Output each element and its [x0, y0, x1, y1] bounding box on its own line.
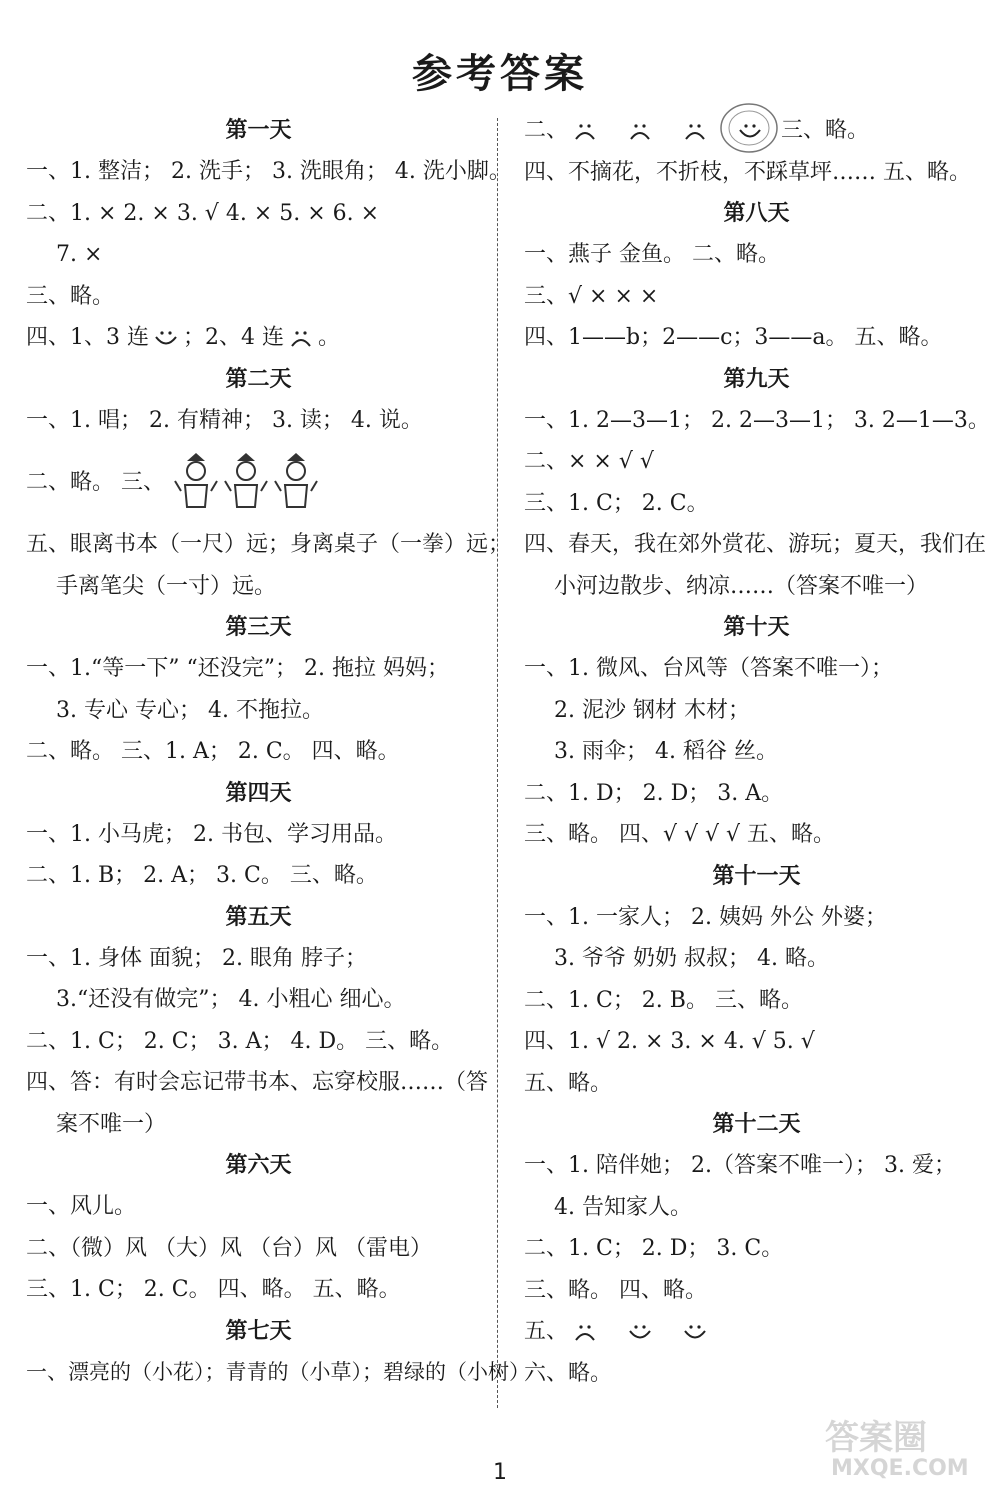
- section-heading: 第三天: [225, 615, 292, 640]
- answer-line: 二、1. B； 2. A； 3. C。 三、略。: [26, 863, 378, 888]
- answer-line: 三、1. C； 2. C。 四、略。 五、略。: [26, 1277, 401, 1302]
- answer-line: 二、（微）风 （大）风 （台）风 （雷电）: [26, 1235, 432, 1261]
- smile-face-icon: [627, 1320, 653, 1344]
- answer-line: 二、1. C； 2. D； 3. C。: [524, 1236, 784, 1261]
- answer-line: 一、风儿。: [26, 1194, 137, 1219]
- section-heading: 第七天: [225, 1318, 292, 1344]
- answer-text: 四、1、3 连: [26, 325, 149, 350]
- section-heading: 第十一天: [712, 863, 801, 889]
- answer-text: 五、: [524, 1319, 569, 1344]
- section-heading: 第二天: [225, 366, 292, 392]
- answer-line: 案不唯一）: [56, 1111, 167, 1137]
- answer-line: 五、略。: [524, 1070, 613, 1096]
- answer-line: 四、1. √ 2. × 3. × 4. √ 5. √: [524, 1029, 815, 1054]
- watermark-url: MXQE.COM: [831, 1456, 969, 1481]
- section-heading: 第十天: [723, 615, 790, 640]
- answer-line: [26, 317, 491, 359]
- answer-line: 一、1. 小马虎； 2. 书包、学习用品。: [26, 821, 397, 847]
- answer-line: 4. 告知家人。: [554, 1194, 692, 1220]
- stamp-icon: [718, 100, 780, 156]
- watermark-text: 答案圈: [825, 1418, 927, 1458]
- answer-line: 一、1. 陪伴她； 2.（答案不唯一）； 3. 爱；: [524, 1153, 956, 1178]
- answer-line: 六、略。: [524, 1360, 613, 1386]
- answer-line: 四、1——b；2——c；3——a。 五、略。: [524, 325, 943, 350]
- answer-line: 四、不摘花，不折枝，不踩草坪…… 五、略。: [524, 159, 971, 185]
- answer-line: 一、1.“等一下” “还没完”； 2. 拖拉 妈妈；: [26, 656, 449, 681]
- section-heading: 第十二天: [712, 1112, 801, 1137]
- answer-line: 三、√ × × ×: [524, 283, 659, 309]
- watermark-logo: [825, 1410, 995, 1490]
- answer-line: 一、1. 整洁； 2. 洗手； 3. 洗眼角； 4. 洗小脚。: [26, 159, 511, 184]
- answer-line: 一、1. 身体 面貌； 2. 眼角 脖子；: [26, 945, 367, 971]
- answer-line: 二、× × √ √: [524, 449, 654, 474]
- answer-line: 二、1. C； 2. B。 三、略。: [524, 987, 803, 1013]
- answer-line: 一、1. 一家人； 2. 姨妈 外公 外婆；: [524, 904, 887, 930]
- answer-line: 二、1. × 2. × 3. √ 4. × 5. × 6. ×: [26, 200, 380, 226]
- page-number: 1: [493, 1460, 507, 1485]
- answer-line: 二、1. D； 2. D； 3. A。: [524, 780, 784, 806]
- answer-line: 一、漂亮的（小花）；青青的（小草）；碧绿的（小树）: [26, 1359, 530, 1384]
- answer-line: 三、1. C； 2. C。: [524, 490, 709, 516]
- answer-line: 三、略。 四、略。: [524, 1277, 707, 1303]
- answer-line: 一、1. 2—3—1； 2. 2—3—1； 3. 2—1—3。: [524, 407, 990, 433]
- sad-face-icon: [572, 119, 598, 143]
- column-divider: [497, 118, 498, 1408]
- answer-line: 四、春天，我在郊外赏花、游玩；夏天，我们在: [524, 532, 987, 557]
- answer-text: 二、略。 三、: [26, 470, 165, 495]
- answer-line: [26, 441, 491, 524]
- answer-line: 二、略。 三、1. A； 2. C。 四、略。: [26, 739, 400, 764]
- section-heading: 第四天: [225, 780, 292, 806]
- section-heading: 第九天: [723, 366, 790, 392]
- answer-text: 三、略。: [780, 118, 869, 143]
- sad-face-icon: [572, 1320, 598, 1344]
- answer-line: 7. ×: [56, 242, 103, 267]
- answer-line: 三、略。 四、√ √ √ √ 五、略。: [524, 822, 836, 847]
- answer-line: 三、略。: [26, 283, 115, 309]
- page-title: 参考答案: [412, 51, 588, 97]
- answer-line: [524, 1311, 989, 1353]
- answer-line: 一、燕子 金鱼。 二、略。: [524, 242, 780, 267]
- answer-line: 3.“还没有做完”； 4. 小粗心 细心。: [56, 987, 406, 1012]
- section-heading: 第八天: [723, 201, 790, 226]
- answer-text: 。: [318, 325, 341, 350]
- section-heading: 第六天: [225, 1153, 292, 1178]
- answer-line: 3. 专心 专心； 4. 不拖拉。: [56, 697, 324, 723]
- child-figures-icon: [171, 451, 321, 515]
- answer-line: 3. 爷爷 奶奶 叔叔； 4. 略。: [554, 946, 829, 971]
- answer-line: 2. 泥沙 钢材 木材；: [554, 697, 750, 723]
- answer-text: ；2、4 连: [183, 325, 284, 350]
- sad-face-icon: [682, 119, 708, 143]
- answer-line: 小河边散步、纳凉……（答案不唯一）: [554, 573, 929, 599]
- sad-face-icon: [627, 119, 653, 143]
- sad-face-icon: [288, 326, 314, 350]
- left-column: [26, 110, 530, 1393]
- right-column: [524, 110, 989, 1394]
- answer-line: 四、答：有时会忘记带书本、忘穿校服……（答: [26, 1070, 489, 1095]
- answer-line: 手离笔尖（一寸）远。: [56, 573, 277, 599]
- smile-face-icon: [153, 326, 179, 350]
- answer-line: 二、1. C； 2. C； 3. A； 4. D。 三、略。: [26, 1028, 454, 1054]
- section-heading: 第五天: [225, 904, 292, 930]
- answer-line: 3. 雨伞； 4. 稻谷 丝。: [554, 739, 778, 764]
- answer-line: 一、1. 唱； 2. 有精神； 3. 读； 4. 说。: [26, 407, 423, 433]
- answer-line: 一、1. 微风、台风等（答案不唯一）；: [524, 656, 893, 681]
- smile-face-icon: [682, 1320, 708, 1344]
- answer-line: 五、眼离书本（一尺）远；身离桌子（一拳）远；: [26, 532, 511, 557]
- section-heading: 第一天: [225, 118, 292, 143]
- answer-text: 二、: [524, 118, 569, 143]
